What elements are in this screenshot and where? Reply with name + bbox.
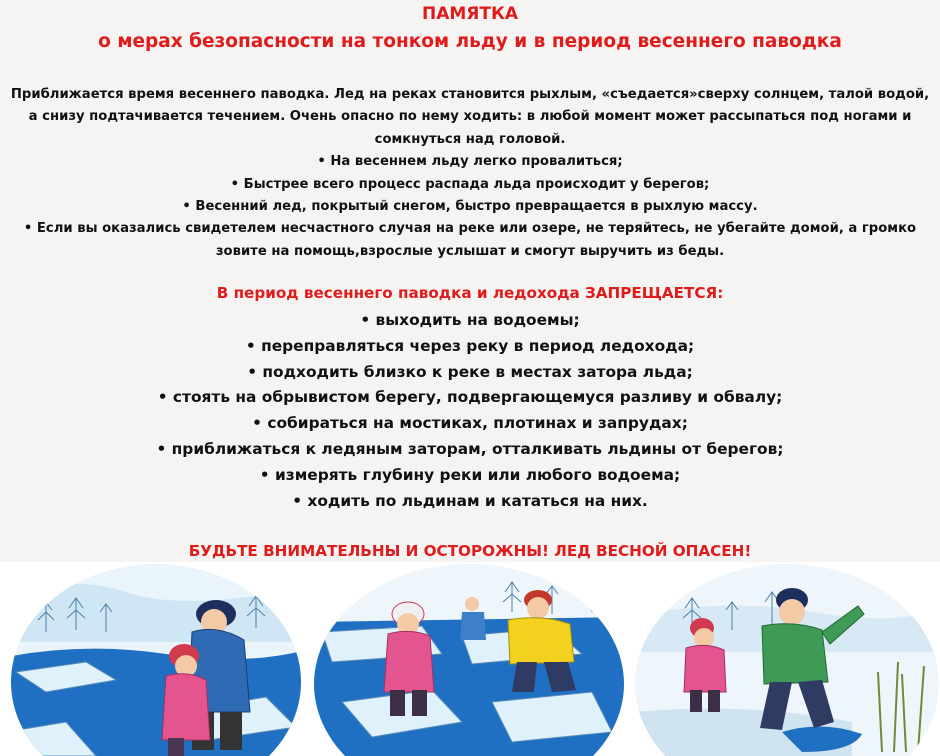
illustrations-strip — [0, 562, 940, 756]
intro-bullet: • Если вы оказались свидетелем несчастного случая на реке или озере, не теряйтесь, не убегайте домой, а громко зовите на помощь,взрослые услышат и смогут выручить из беды. — [23, 221, 917, 259]
prohibitions-list — [0, 308, 940, 514]
intro-text — [10, 84, 930, 263]
prohibition-item: • выходить на водоемы; — [360, 311, 580, 329]
intro-bullet: • Быстрее всего процесс распада льда происходит у берегов; — [230, 176, 710, 192]
prohibitions-heading: В период весеннего паводка и ледохода ЗАПРЕЩАЕТСЯ: — [216, 284, 724, 302]
intro-bullet: • Весенний лед, покрытый снегом, быстро превращается в рыхлую массу. — [182, 199, 758, 215]
page-title: ПАМЯТКА — [421, 4, 519, 24]
boy-falling-through-ice-illustration — [632, 562, 940, 756]
prohibition-item: • стоять на обрывистом берегу, подвергающемуся разливу и обвалу; — [157, 388, 783, 407]
prohibition-item: • собираться на мостиках, плотинах и запрудах; — [252, 414, 688, 433]
warning-text: БУДЬТЕ ВНИМАТЕЛЬНЫ И ОСТОРОЖНЫ! ЛЕД ВЕСНОЙ ОПАСЕН! — [188, 542, 752, 560]
intro-paragraph: Приближается время весеннего паводка. Лед на реках становится рыхлым, «съедается»сверху солнцем, талой водой, а снизу подтачивается течением. Очень опасно по нему ходить: в любой момент может рассыпаться под ногами и сомкнуться над головой. — [10, 87, 930, 147]
mother-child-ice-illustration — [6, 562, 306, 756]
intro-bullet: • На весеннем льду легко провалиться; — [317, 154, 623, 170]
prohibition-item: • измерять глубину реки или любого водоема; — [259, 465, 681, 484]
prohibition-item: • ходить по льдинам и кататься на них. — [292, 491, 648, 510]
prohibition-item: • подходить близко к реке в местах затора льда; — [247, 362, 693, 381]
prohibition-item: • переправляться через реку в период ледохода; — [245, 336, 695, 355]
children-on-ice-floes-illustration — [312, 562, 626, 756]
page-subtitle: о мерах безопасности на тонком льду и в период весеннего паводка — [98, 31, 842, 52]
prohibition-item: • приближаться к ледяным заторам, отталкивать льдины от берегов; — [156, 439, 784, 458]
